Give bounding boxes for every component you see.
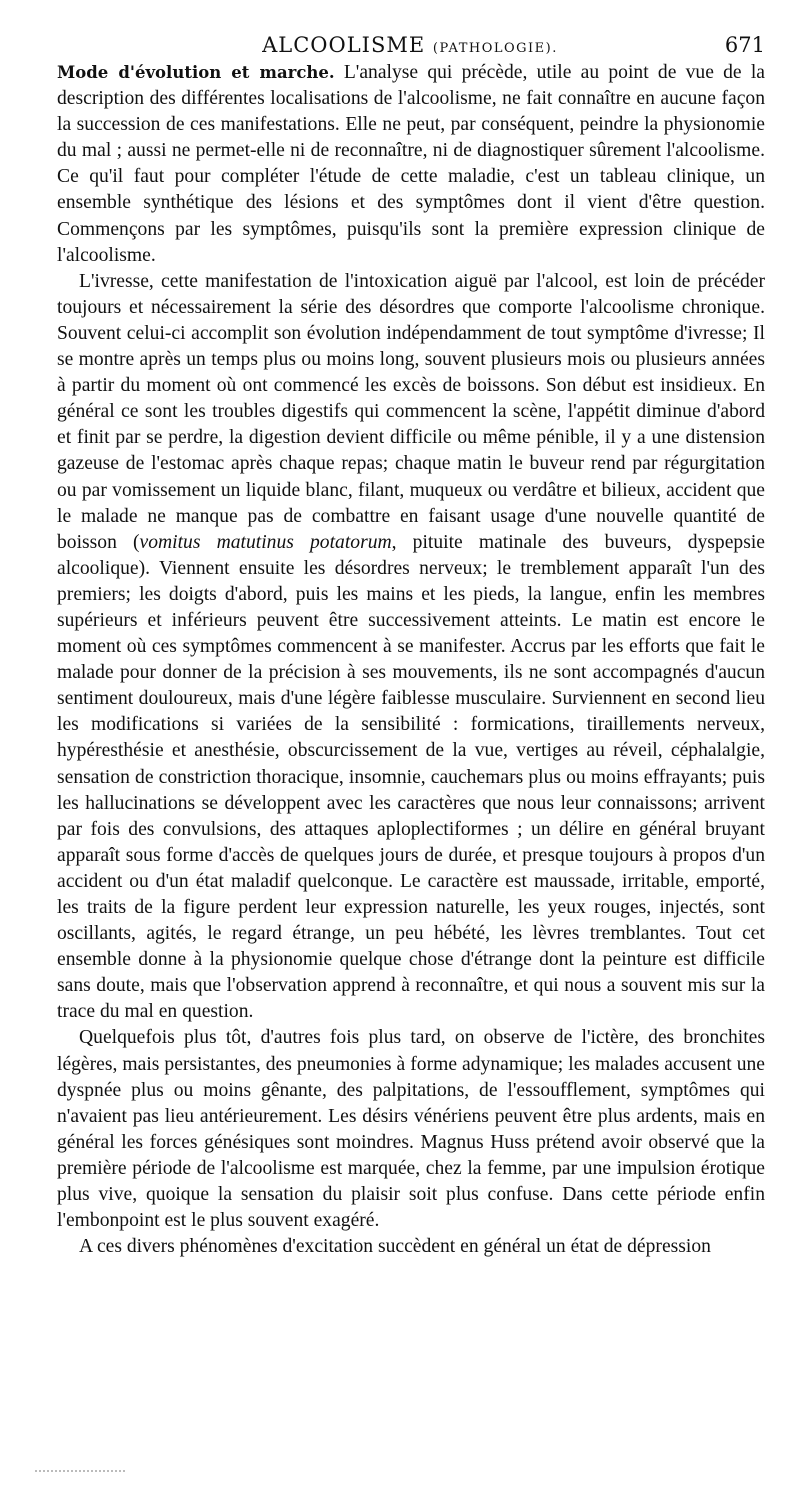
running-title [55,30,765,64]
footer-print-marks [35,1466,125,1472]
paragraph-2-text-b: , pituite matinale des buveurs, dyspepsie alcoolique). Viennent ensuite les désordres nerveux; le tremblement apparaît l'un des premiers; les doigts d'abord, puis les mains et les pieds, la langue, enfin les membres supérieurs et inférieurs peuvent être successivement atteints. Le matin est encore le moment où ces symptômes commencent à se manifester. Accrus par les efforts que fait le malade pour donner de la précision à ses mouvements, ils ne sont accompagnés d'aucun sentiment douloureux, mais d'une légère faiblesse musculaire. Surviennent en second lieu les modifications si variées de la sensibilité : formications, tiraillements nerveux, hypéresthésie et anesthésie, obscurcissement de la vue, vertiges au réveil, céphalalgie, sensation de constriction thoracique, insomnie, cauchemars plus ou moins effrayants; puis les hallucinations se développent avec les caractères que nous leur connaissons; arrivent par fois des convulsions, des attaques aploplectiformes ; un délire en général bruyant apparaît sous forme d'accès de quelques jours de durée, et presque toujours à propos d'un accident ou d'un état maladif quelconque. Le caractère est maussade, irritable, emporté, les traits de la figure perdent leur expression naturelle, les yeux rouges, injectés, sont oscillants, agités, le regard étrange, un peu hébété, les lèvres tremblantes. Tout cet ensemble donne à la physionomie quelque chose d'étrange dont la peinture est difficile sans doute, mais que l'observation apprend à reconnaître, et qui nous a souvent mis sur la trace du mal en question. [57,531,765,1023]
paragraph-2 [57,269,765,1026]
paragraph-1-text: L'analyse qui précède, utile au point de vue de la description des différentes localisations de l'alcoolisme, ne fait connaître en aucune façon la succession de ces manifestations. Elle ne peut, par conséquent, peindre la physionomie du mal ; aussi ne permet-elle ni de reconnaître, ni de diagnostiquer sûrement l'alcoolisme. Ce qu'il faut pour compléter l'étude de cette maladie, c'est un tableau clinique, un ensemble synthétique des lésions et des symptômes dont il vient d'être question. Commençons par les symptômes, puisqu'ils sont la première expression clinique de l'alcoolisme. [57,62,765,266]
paragraph-4: A ces divers phénomènes d'excitation succèdent en général un état de dépression [79,1236,711,1258]
body-text [57,60,765,1260]
page-number: 671 [724,33,765,57]
running-title-main: ALCOOLISME [262,33,426,57]
running-header [55,30,765,60]
paragraph-2-text-a: L'ivresse, cette manifestation de l'intoxication aiguë par l'alcool, est loin de précéder toujours et nécessairement la série des désordres que comporte l'alcoolisme chronique. Souvent celui-ci accomplit son évolution indépendamment de tout symptôme d'ivresse; Il se montre après un temps plus ou moins long, souvent plusieurs mois ou plusieurs années à partir du moment où ont commencé les excès de boissons. Son début est insidieux. En général ce sont les troubles digestifs qui commencent la scène, l'appétit diminue d'abord et finit par se perdre, la digestion devient difficile ou même pénible, il y a une distension gazeuse de l'estomac après chaque repas; chaque matin le buveur rend par régurgitation ou par vomissement un liquide blanc, filant, muqueux ou verdâtre et bilieux, accident que le malade ne manque pas de combattre en faisant usage d'une nouvelle quantité de boisson ( [57,270,765,553]
paragraph-1 [57,60,765,269]
running-title-subtitle: (PATHOLOGIE). [432,41,558,56]
latin-term: vomitus matutinus potatorum [139,531,392,553]
paragraph-3: Quelquefois plus tôt, d'autres fois plus tard, on observe de l'ictère, des bronchites légères, mais persistantes, des pneumonies à forme adynamique; les malades accusent une dyspnée plus ou moins gênante, des palpitations, de l'essoufflement, symptômes qui n'avaient pas lieu antérieurement. Les désirs vénériens peuvent être plus ardents, mais en général les forces génésiques sont moindres. Magnus Huss prétend avoir observé que la première période de l'alcoolisme est marquée, chez la femme, par une impulsion érotique plus vive, quoique la sensation du plaisir soit plus confuse. Dans cette période enfin l'embonpoint est le plus souvent exagéré. [57,1027,765,1232]
section-title: Mode d'évolution et marche. [57,63,335,82]
